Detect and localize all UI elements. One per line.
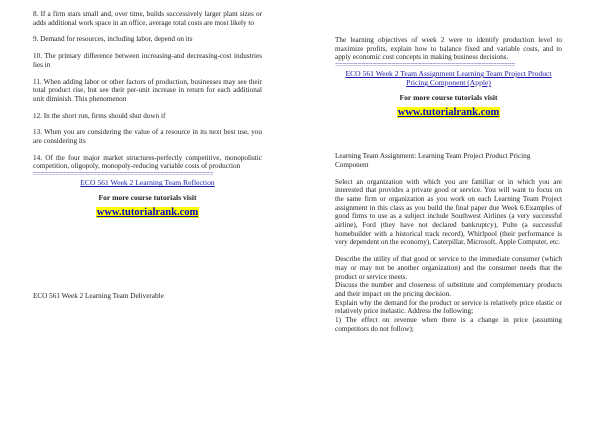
right-page <box>300 0 600 424</box>
separator-line: ================================================ <box>335 62 516 70</box>
question-12: 12. In the short run, firms should shut down if <box>33 111 166 120</box>
question-11: 11. When adding labor or other factors of production, businesses may see their total product rise, but see their per-unit increase in return for each additional unit diminish. This phenomenon <box>33 77 262 103</box>
more-tutorials-text: For more course tutorials visit <box>98 193 197 203</box>
tutorialrank-link[interactable]: www.tutorialrank.com <box>96 207 199 219</box>
assignment-paragraph-2: Describe the utility of that good or service to the immediate consumer (which may or may not be another organization) and the consumer needs that the product or service meets. <box>335 255 562 281</box>
assignment-paragraph-3: Discuss the number and closeness of substitute and complementary products and their impact on the pricing decision. <box>335 281 562 298</box>
reflection-link[interactable]: ECO 561 Week 2 Learning Team Reflection <box>80 178 215 188</box>
team-assignment-link[interactable]: ECO 561 Week 2 Team Assignment Learning Team Project Product Pricing Component (Apple) <box>345 69 552 88</box>
assignment-paragraph-1: Select an organization with which you are familiar or in which you are interested that provides a private good or service. You will want to focus on the same firm or organization as you work on each Learning Team Project assignment in this class as you build the final paper due Week 6.Examples of good firms to use as a subject include Southwest Airlines (a very successful airline), Ford (they have not declared bankruptcy), Pulte (a successful homebuilder with a historical track record), Whirlpool (their performance is very dependent on the economy), Caterpillar, Microsoft, Apple Computer, etc. <box>335 177 562 247</box>
more-tutorials-text: For more course tutorials visit <box>399 93 498 103</box>
intro-paragraph: The learning objectives of week 2 were to identify production level to maximize profits, explain how to balance fixed and variable costs, and to apply economic cost concepts in making business decisions. <box>335 36 562 62</box>
question-9: 9. Demand for resources, including labor, depend on its <box>33 35 193 44</box>
question-13: 13. When you are considering the value of a resource in its next best use, you are considering its <box>33 128 262 146</box>
assignment-paragraph-5: 1) The effect on revenue when there is a change in price (assuming competitors do not follow); <box>335 316 562 333</box>
separator-line: ================================================ <box>33 171 214 179</box>
assignment-paragraph-4: Explain why the demand for the product or service is relatively price elastic or relatively price inelastic. Address the following; <box>335 298 562 316</box>
question-14: 14. Of the four major market structures-perfectly competitive, monopolistic competition, oligopoly, monopoly-reducing variable costs of production <box>33 153 262 171</box>
assignment-heading: Learning Team Assignment: Learning Team Project Product Pricing Component <box>335 152 531 169</box>
question-8: 8. If a firm stars small and, over time, builds successively larger plant sizes or adds additional work space in an office, average total costs are most likely to <box>33 10 262 27</box>
deliverable-heading: ECO 561 Week 2 Learning Team Deliverable <box>33 292 164 301</box>
tutorialrank-link[interactable]: www.tutorialrank.com <box>397 107 500 119</box>
question-10: 10. The primary difference between increasing-and decreasing-cost industries lies in <box>33 52 262 69</box>
